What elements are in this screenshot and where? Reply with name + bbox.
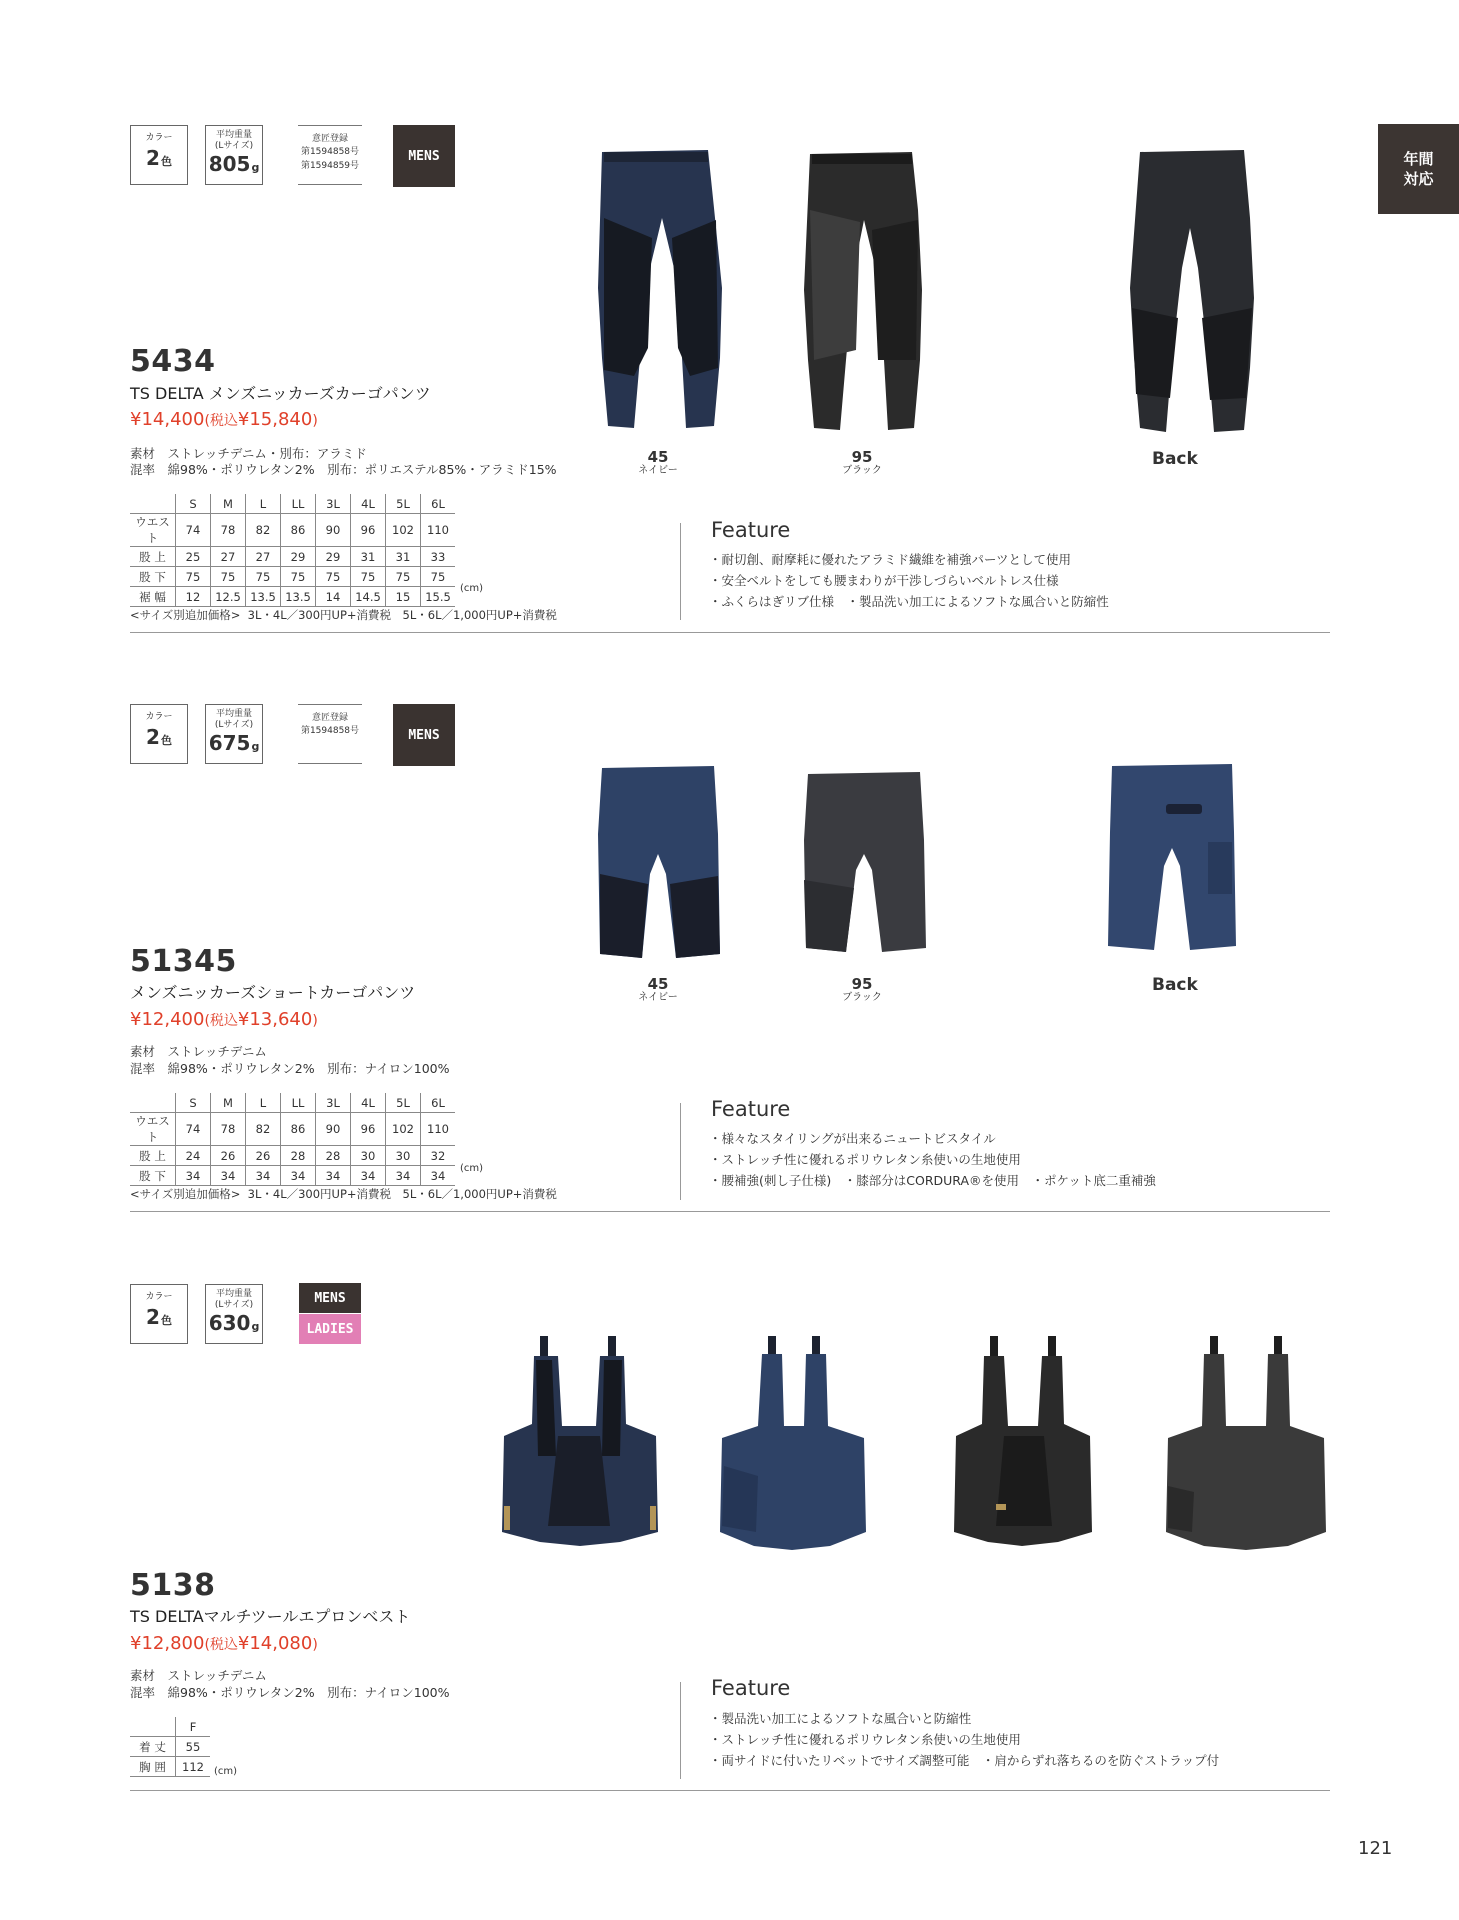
season-tab	[1378, 124, 1459, 214]
feature-item: ・ストレッチ性に優れるポリウレタン糸使いの生地使用	[709, 1152, 1021, 1167]
color-swatch-label	[840, 976, 884, 1004]
size-cell: 12.5	[211, 587, 246, 607]
size-corner	[130, 1093, 176, 1113]
size-cell: 96	[351, 1113, 386, 1146]
size-cell: 15	[386, 587, 421, 607]
size-cell: 75	[351, 567, 386, 587]
product-name: TS DELTA メンズニッカーズカーゴパンツ	[130, 384, 431, 403]
color-name: ブラック	[842, 465, 882, 476]
weight-label: 平均重量 (Lサイズ)	[214, 709, 254, 730]
design-registration	[298, 704, 362, 764]
size-cell: 102	[386, 1113, 421, 1146]
size-cell: 26	[246, 1146, 281, 1166]
size-cell: 26	[211, 1146, 246, 1166]
size-header: 3L	[316, 1093, 351, 1113]
color-swatch-label	[636, 449, 680, 477]
size-corner	[130, 494, 176, 514]
size-header: LL	[281, 494, 316, 514]
feature-divider	[680, 1682, 681, 1779]
unit-label: (cm)	[214, 1766, 238, 1777]
color-name: ブラック	[842, 992, 882, 1003]
size-table	[130, 1093, 455, 1186]
size-price-note: <サイズ別追加価格> 3L・4L／300円UP+消費税 5L・6L／1,000円UP+消費税	[130, 1187, 557, 1201]
size-cell: 74	[176, 1113, 211, 1146]
size-cell: 14	[316, 587, 351, 607]
size-cell: 82	[246, 1113, 281, 1146]
size-row-label: 股 下	[130, 567, 176, 587]
size-cell: 34	[386, 1166, 421, 1186]
shorts-back-image	[1106, 762, 1238, 952]
color-name: ネイビー	[638, 992, 678, 1003]
size-cell: 12	[176, 587, 211, 607]
size-cell: 29	[316, 547, 351, 567]
price-base: ¥12,800	[130, 1633, 205, 1654]
material-line: 素材 ストレッチデニム	[130, 1044, 267, 1059]
size-header: 5L	[386, 494, 421, 514]
material-line: 素材 ストレッチデニム・別布：アラミド	[130, 446, 367, 461]
color-count-box	[130, 1284, 188, 1344]
size-cell: 112	[176, 1757, 211, 1777]
weight-box	[205, 1284, 263, 1344]
size-cell: 34	[246, 1166, 281, 1186]
tax-suffix: )	[312, 1013, 318, 1029]
product-price	[130, 1633, 318, 1656]
size-cell: 55	[176, 1737, 211, 1757]
design-registration	[298, 125, 362, 185]
size-cell: 110	[421, 514, 456, 547]
unit-label: (cm)	[460, 1163, 484, 1174]
size-cell: 90	[316, 1113, 351, 1146]
size-row-label: 裾 幅	[130, 587, 176, 607]
size-header: S	[176, 1093, 211, 1113]
size-cell: 34	[351, 1166, 386, 1186]
weight-unit: g	[251, 1320, 260, 1333]
size-cell: 25	[176, 547, 211, 567]
size-cell: 34	[316, 1166, 351, 1186]
size-table	[130, 1717, 210, 1777]
pants-black-image	[800, 150, 924, 432]
size-cell: 75	[176, 567, 211, 587]
weight-label: 平均重量 (Lサイズ)	[214, 130, 254, 151]
size-header-row	[130, 494, 455, 514]
size-row	[130, 567, 455, 587]
size-cell: 34	[281, 1166, 316, 1186]
size-row-label: 股 下	[130, 1166, 176, 1186]
size-cell: 78	[211, 514, 246, 547]
size-header: 5L	[386, 1093, 421, 1113]
price-base: ¥12,400	[130, 1009, 205, 1030]
size-row	[130, 547, 455, 567]
size-cell: 28	[316, 1146, 351, 1166]
size-row-label: 胸 囲	[130, 1757, 176, 1777]
size-header: M	[211, 494, 246, 514]
back-label: Back	[1152, 975, 1198, 995]
size-cell: 86	[281, 1113, 316, 1146]
size-row-label: ウエスト	[130, 1113, 176, 1146]
size-header: L	[246, 1093, 281, 1113]
color-number: 95	[851, 975, 873, 993]
color-number: 95	[851, 448, 873, 466]
page-number: 121	[1358, 1838, 1393, 1859]
weight-label: 平均重量 (Lサイズ)	[214, 1289, 254, 1310]
size-cell: 28	[281, 1146, 316, 1166]
color-unit: 色	[160, 155, 172, 168]
section-divider	[130, 1790, 1330, 1791]
feature-item: ・腰補強(刺し子仕様) ・膝部分はCORDURA®を使用 ・ポケット底二重補強	[709, 1173, 1156, 1188]
shorts-black-image	[800, 770, 928, 954]
season-line1: 年間	[1403, 150, 1434, 168]
product-code: 5138	[130, 1568, 216, 1603]
shorts-navy-image	[596, 764, 722, 960]
color-swatch-label	[840, 449, 884, 477]
size-cell: 31	[351, 547, 386, 567]
size-cell: 24	[176, 1146, 211, 1166]
weight-unit: g	[251, 161, 260, 174]
design-reg-label: 意匠登録	[311, 713, 348, 723]
color-label: カラー	[145, 133, 173, 143]
size-cell: 13.5	[281, 587, 316, 607]
feature-divider	[680, 1103, 681, 1200]
size-cell: 74	[176, 514, 211, 547]
size-header-row	[130, 1093, 455, 1113]
size-header: L	[246, 494, 281, 514]
size-cell: 31	[386, 547, 421, 567]
feature-item: ・耐切創、耐摩耗に優れたアラミド繊維を補強パーツとして使用	[709, 552, 1072, 567]
blend-line: 混率 綿98%・ポリウレタン2% 別布：ポリエステル85%・アラミド15%	[130, 462, 557, 477]
weight-value: 630	[208, 1311, 251, 1335]
color-name: ネイビー	[638, 465, 678, 476]
size-row	[130, 514, 455, 547]
tax-suffix: )	[312, 1637, 318, 1653]
mens-badge: MENS	[299, 1283, 361, 1313]
size-cell: 32	[421, 1146, 456, 1166]
size-cell: 86	[281, 514, 316, 547]
size-row	[130, 1146, 455, 1166]
product-name: メンズニッカーズショートカーゴパンツ	[130, 983, 416, 1002]
size-row	[130, 1166, 455, 1186]
size-header: 6L	[421, 494, 456, 514]
price-tax: ¥14,080	[237, 1633, 313, 1654]
size-cell: 13.5	[246, 587, 281, 607]
size-header: M	[211, 1093, 246, 1113]
size-header-row	[130, 1717, 210, 1737]
size-cell: 34	[421, 1166, 456, 1186]
size-row	[130, 587, 455, 607]
size-cell: 27	[246, 547, 281, 567]
weight-value: 675	[208, 731, 251, 755]
mens-badge: MENS	[393, 125, 455, 187]
color-label: カラー	[145, 712, 173, 722]
material-line: 素材 ストレッチデニム	[130, 1668, 267, 1683]
size-corner	[130, 1717, 176, 1737]
size-cell: 34	[176, 1166, 211, 1186]
size-cell: 14.5	[351, 587, 386, 607]
size-cell: 75	[281, 567, 316, 587]
ladies-badge: LADIES	[299, 1314, 361, 1344]
color-number: 45	[647, 975, 669, 993]
size-cell: 30	[386, 1146, 421, 1166]
size-cell: 15.5	[421, 587, 456, 607]
feature-title: Feature	[711, 1097, 791, 1121]
vest-black-back-image	[1164, 1336, 1328, 1550]
size-header: 3L	[316, 494, 351, 514]
size-row	[130, 1113, 455, 1146]
price-base: ¥14,400	[130, 409, 205, 430]
size-header: LL	[281, 1093, 316, 1113]
product-code: 51345	[130, 944, 237, 979]
feature-title: Feature	[711, 518, 791, 542]
pants-navy-image	[590, 148, 730, 430]
size-header: 4L	[351, 1093, 386, 1113]
feature-item: ・様々なスタイリングが出来るニュートビスタイル	[709, 1131, 996, 1146]
size-cell: 75	[386, 567, 421, 587]
product-code: 5434	[130, 344, 216, 379]
feature-divider	[680, 523, 681, 620]
reg-number: 第1594859号	[300, 161, 360, 171]
color-label: カラー	[145, 1292, 173, 1302]
color-unit: 色	[160, 734, 172, 747]
blend-line: 混率 綿98%・ポリウレタン2% 別布：ナイロン100%	[130, 1061, 450, 1076]
blend-line: 混率 綿98%・ポリウレタン2% 別布：ナイロン100%	[130, 1685, 450, 1700]
color-count-box	[130, 704, 188, 764]
size-cell: 75	[421, 567, 456, 587]
back-label: Back	[1152, 449, 1198, 469]
color-count-box	[130, 125, 188, 185]
feature-item: ・製品洗い加工によるソフトな風合いと防縮性	[709, 1711, 972, 1726]
unit-label: (cm)	[460, 583, 484, 594]
size-cell: 78	[211, 1113, 246, 1146]
tax-prefix: (税込	[204, 1637, 238, 1653]
size-row-label: ウエスト	[130, 514, 176, 547]
color-number: 45	[647, 448, 669, 466]
color-count: 2	[146, 725, 160, 749]
weight-box	[205, 704, 263, 764]
size-header: 6L	[421, 1093, 456, 1113]
size-header: F	[176, 1717, 211, 1737]
size-row-label: 股 上	[130, 547, 176, 567]
product-name: TS DELTAマルチツールエプロンベスト	[130, 1607, 411, 1626]
tax-suffix: )	[312, 413, 318, 429]
feature-item: ・両サイドに付いたリベットでサイズ調整可能 ・肩からずれ落ちるのを防ぐストラップ付	[709, 1753, 1220, 1768]
weight-value: 805	[208, 152, 251, 176]
reg-number: 第1594858号	[300, 726, 360, 736]
size-row	[130, 1737, 210, 1757]
feature-item: ・ふくらはぎリブ仕様 ・製品洗い加工によるソフトな風合いと防縮性	[709, 594, 1109, 609]
tax-prefix: (税込	[204, 413, 238, 429]
size-cell: 82	[246, 514, 281, 547]
mens-badge: MENS	[393, 704, 455, 766]
design-reg-label: 意匠登録	[311, 134, 348, 144]
product-price	[130, 409, 318, 432]
size-cell: 29	[281, 547, 316, 567]
product-price	[130, 1009, 318, 1032]
color-count: 2	[146, 1305, 160, 1329]
section-divider	[130, 632, 1330, 633]
feature-item: ・ストレッチ性に優れるポリウレタン糸使いの生地使用	[709, 1732, 1021, 1747]
size-table	[130, 494, 455, 607]
size-header: S	[176, 494, 211, 514]
season-line2: 対応	[1403, 170, 1434, 188]
size-cell: 75	[246, 567, 281, 587]
size-cell: 30	[351, 1146, 386, 1166]
color-unit: 色	[160, 1314, 172, 1327]
tax-prefix: (税込	[204, 1013, 238, 1029]
size-cell: 96	[351, 514, 386, 547]
size-header: 4L	[351, 494, 386, 514]
size-row-label: 着 丈	[130, 1737, 176, 1757]
color-swatch-label	[636, 976, 680, 1004]
size-row-label: 股 上	[130, 1146, 176, 1166]
size-cell: 75	[211, 567, 246, 587]
size-cell: 90	[316, 514, 351, 547]
feature-item: ・安全ベルトをしても腰まわりが干渉しづらいベルトレス仕様	[709, 573, 1059, 588]
pants-back-image	[1126, 148, 1256, 434]
size-cell: 34	[211, 1166, 246, 1186]
size-cell: 75	[316, 567, 351, 587]
vest-navy-front-image	[500, 1336, 660, 1548]
color-count: 2	[146, 146, 160, 170]
size-cell: 102	[386, 514, 421, 547]
feature-title: Feature	[711, 1676, 791, 1700]
price-tax: ¥13,640	[237, 1009, 313, 1030]
section-divider	[130, 1211, 1330, 1212]
price-tax: ¥15,840	[237, 409, 313, 430]
weight-box	[205, 125, 263, 185]
weight-unit: g	[251, 740, 260, 753]
size-cell: 110	[421, 1113, 456, 1146]
size-price-note: <サイズ別追加価格> 3L・4L／300円UP+消費税 5L・6L／1,000円UP+消費税	[130, 608, 557, 622]
size-row	[130, 1757, 210, 1777]
size-cell: 27	[211, 547, 246, 567]
vest-black-front-image	[952, 1336, 1094, 1548]
size-cell: 33	[421, 547, 456, 567]
vest-navy-back-image	[718, 1336, 868, 1550]
reg-number: 第1594858号	[300, 147, 360, 157]
